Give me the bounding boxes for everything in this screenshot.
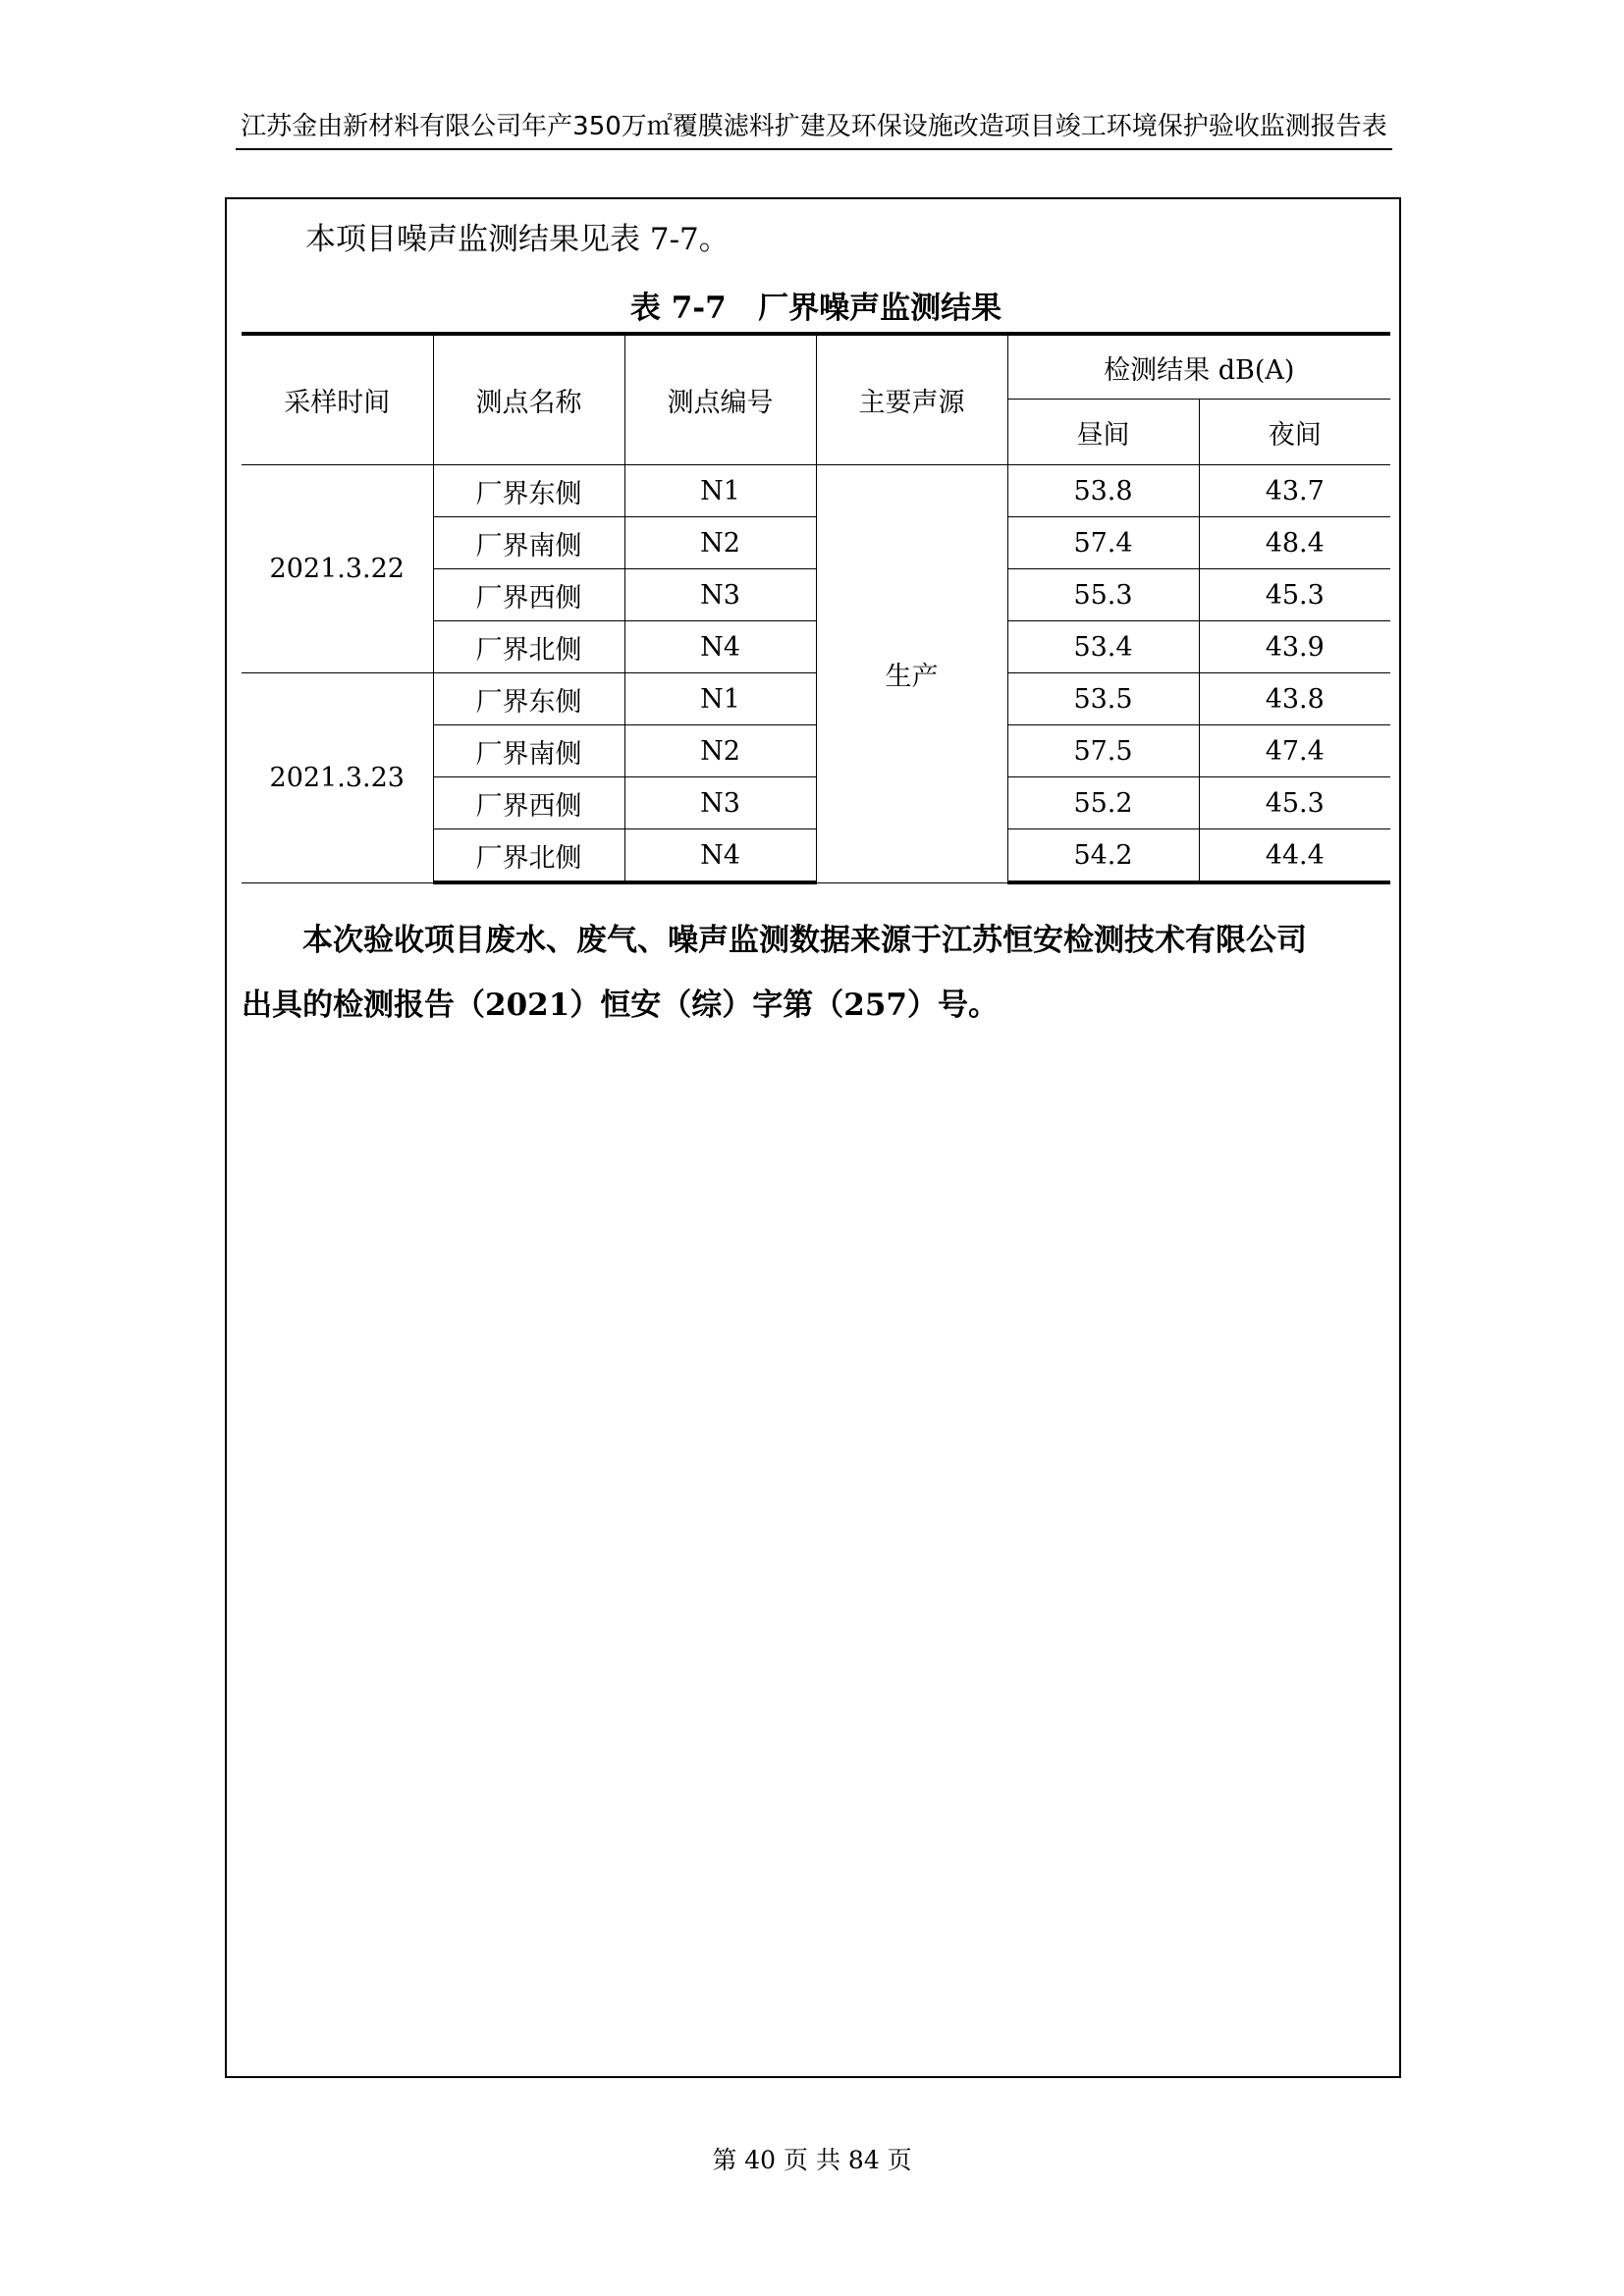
night-value-cell: 43.8 [1199, 673, 1390, 725]
night-value-cell: 45.3 [1199, 569, 1390, 621]
point-id-cell: N3 [624, 777, 816, 829]
noise-results-table [242, 332, 1390, 884]
page-number: 第 40 页 共 84 页 [712, 2146, 912, 2174]
day-value-cell: 55.3 [1007, 569, 1199, 621]
intro-text: 本项目噪声监测结果见表 7-7。 [305, 222, 730, 257]
header-day: 昼间 [1007, 400, 1199, 465]
point-id-cell: N4 [624, 621, 816, 673]
point-id-cell: N3 [624, 569, 816, 621]
point-id-cell: N4 [624, 829, 816, 883]
date-cell: 2021.3.23 [242, 673, 433, 883]
header-point-name: 测点名称 [433, 334, 624, 465]
point-name-cell: 厂界西侧 [433, 777, 624, 829]
point-name-cell: 厂界西侧 [433, 569, 624, 621]
night-value-cell: 43.9 [1199, 621, 1390, 673]
note-line-2: 出具的检测报告（2021）恒安（综）字第（257）号。 [242, 988, 999, 1023]
day-value-cell: 53.4 [1007, 621, 1199, 673]
data-source-note [242, 908, 1390, 1038]
report-header: 江苏金由新材料有限公司年产350万㎡覆膜滤料扩建及环保设施改造项目竣工环境保护验收监测报告表 [241, 112, 1387, 141]
day-value-cell: 57.4 [1007, 517, 1199, 569]
night-value-cell: 43.7 [1199, 465, 1390, 517]
day-value-cell: 54.2 [1007, 829, 1199, 883]
point-id-cell: N1 [624, 673, 816, 725]
day-value-cell: 53.5 [1007, 673, 1199, 725]
point-name-cell: 厂界南侧 [433, 517, 624, 569]
note-line-1: 本次验收项目废水、废气、噪声监测数据来源于江苏恒安检测技术有限公司 [302, 923, 1307, 958]
point-id-cell: N2 [624, 725, 816, 777]
point-name-cell: 厂界东侧 [433, 465, 624, 517]
point-id-cell: N2 [624, 517, 816, 569]
day-value-cell: 53.8 [1007, 465, 1199, 517]
header-main-source: 主要声源 [816, 334, 1007, 465]
point-name-cell: 厂界北侧 [433, 621, 624, 673]
table-caption: 表 7-7 厂界噪声监测结果 [629, 291, 1002, 326]
source-cell: 生产 [816, 465, 1007, 883]
point-id-cell: N1 [624, 465, 816, 517]
night-value-cell: 44.4 [1199, 829, 1390, 883]
table-row [242, 465, 1390, 517]
header-point-id: 测点编号 [624, 334, 816, 465]
point-name-cell: 厂界北侧 [433, 829, 624, 883]
night-value-cell: 47.4 [1199, 725, 1390, 777]
day-value-cell: 55.2 [1007, 777, 1199, 829]
header-night: 夜间 [1199, 400, 1390, 465]
night-value-cell: 45.3 [1199, 777, 1390, 829]
point-name-cell: 厂界东侧 [433, 673, 624, 725]
point-name-cell: 厂界南侧 [433, 725, 624, 777]
header-divider [236, 148, 1392, 150]
header-result: 检测结果 dB(A) [1007, 334, 1390, 400]
header-sampling-time: 采样时间 [242, 334, 433, 465]
date-cell: 2021.3.22 [242, 465, 433, 673]
day-value-cell: 57.5 [1007, 725, 1199, 777]
table-header-row [242, 334, 1390, 400]
night-value-cell: 48.4 [1199, 517, 1390, 569]
